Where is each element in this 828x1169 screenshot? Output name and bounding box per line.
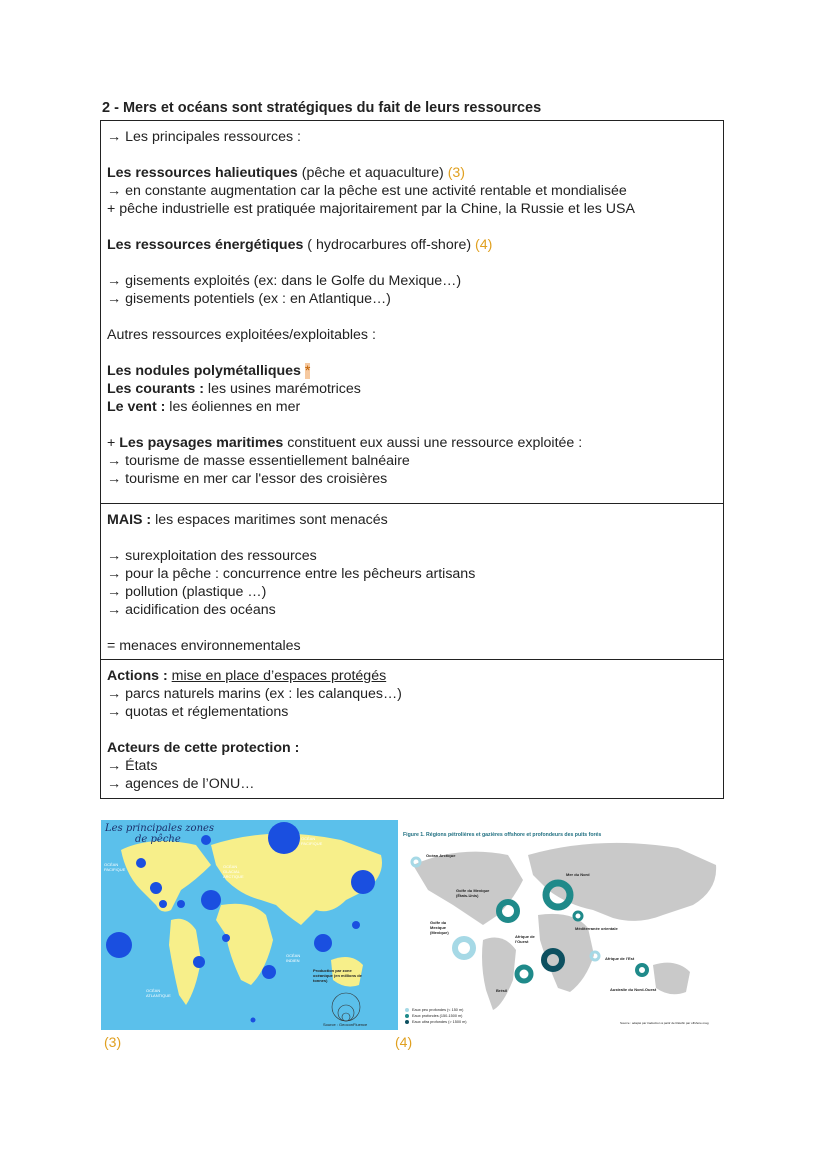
acteur-item: → États xyxy=(107,758,158,774)
ref-3: (3) xyxy=(447,165,466,181)
offshore-legend-item: Eaux peu profondes (< 150 m) xyxy=(412,1008,464,1012)
fishing-map-source: Source : GeoconFluence xyxy=(323,1022,368,1027)
threat-item: → surexploitation des ressources xyxy=(107,548,317,564)
threats-box xyxy=(100,503,724,660)
offshore-label: Brésil xyxy=(496,988,508,993)
paysages-line: → tourisme de masse essentiellement balnéaire xyxy=(107,453,410,469)
offshore-legend-item: Eaux ultra profondes (> 1500 m) xyxy=(412,1020,467,1024)
resources-intro: → Les principales ressources : xyxy=(107,129,301,145)
offshore-label: Océan Arctique xyxy=(426,853,456,858)
energetiques-line: → gisements exploités (ex: dans le Golfe du Mexique…) xyxy=(107,273,462,289)
halieutiques-heading: Les ressources halieutiques (pêche et aquaculture) (3) xyxy=(107,165,466,181)
acteurs-heading: Acteurs de cette protection : xyxy=(107,740,300,756)
offshore-map-source: Source : adapté par traduction à partir de Rétéfin par offshore.mag xyxy=(620,1021,709,1025)
energetiques-heading: Les ressources énergétiques ( hydrocarbures off-shore) (4) xyxy=(107,237,493,253)
nodules-line: Les nodules polymétalliques * xyxy=(107,363,311,379)
vent-line: Le vent : les éoliennes en mer xyxy=(107,399,301,415)
mais-line: MAIS : les espaces maritimes sont menacés xyxy=(107,512,388,528)
actions-line: Actions : mise en place d’espaces protégés xyxy=(107,668,387,684)
acteur-item: → agences de l’ONU… xyxy=(107,776,255,792)
offshore-label: Mer du Nord xyxy=(566,872,590,877)
offshore-legend-item: Eaux profondes (150-1500 m) xyxy=(412,1014,463,1018)
ref-4: (4) xyxy=(475,237,493,253)
offshore-label: Golfe du Mexique (Mexique) xyxy=(430,920,449,935)
offshore-map-title: Figure 1. Régions pétrolières et gazières offshore et profondeurs des puits forés xyxy=(403,832,602,838)
fishing-zones-map xyxy=(101,820,398,1030)
energetiques-line: → gisements potentiels (ex : en Atlantique…) xyxy=(107,291,391,307)
halieutiques-line: → en constante augmentation car la pêche est une activité rentable et mondialisée xyxy=(107,183,627,199)
asterisk-mark: * xyxy=(304,363,311,379)
fishing-ocean-label: OCÉAN PACIFIQUE xyxy=(301,836,323,846)
courants-line: Les courants : les usines marémotrices xyxy=(107,381,361,397)
fishing-ocean-label: OCÉAN INDIEN xyxy=(286,953,301,963)
paysages-line: → tourisme en mer car l'essor des croisières xyxy=(107,471,388,487)
offshore-oil-map xyxy=(398,820,724,1030)
offshore-label: Golfe du Mexique (États-Unis) xyxy=(456,888,490,898)
paysages-heading: + Les paysages maritimes constituent eux aussi une ressource exploitée : xyxy=(107,435,583,451)
protection-box xyxy=(100,659,724,799)
fishing-ocean-label: OCÉAN ATLANTIQUE xyxy=(146,988,171,998)
fishing-ocean-label: OCÉAN GLACIAL ARCTIQUE xyxy=(223,864,244,879)
resources-box xyxy=(100,120,724,504)
action-item: → parcs naturels marins (ex : les calanques…) xyxy=(107,686,402,702)
offshore-label: Afrique de l'Est xyxy=(605,956,635,961)
threat-item: → acidification des océans xyxy=(107,602,276,618)
halieutiques-line: + pêche industrielle est pratiquée majoritairement par la Chine, la Russie et les USA xyxy=(107,201,635,217)
fishing-map-title: Les principales zones de pêche xyxy=(105,823,215,845)
caption-4: (4) xyxy=(395,1034,413,1050)
offshore-label: Australie du Nord-Ouest xyxy=(610,987,657,992)
section-title: 2 - Mers et océans sont stratégiques du fait de leurs ressources xyxy=(102,100,542,116)
action-item: → quotas et réglementations xyxy=(107,704,289,720)
threat-item: → pour la pêche : concurrence entre les pêcheurs artisans xyxy=(107,566,476,582)
offshore-label: Afrique de l'Ouest xyxy=(515,934,535,944)
caption-3: (3) xyxy=(104,1034,122,1050)
fishing-ocean-label: OCÉAN PACIFIQUE xyxy=(104,862,126,872)
autres-ressources: Autres ressources exploitées/exploitables : xyxy=(107,327,376,343)
offshore-label: Méditerranée orientale xyxy=(575,926,618,931)
fishing-legend-title: Production par zone océanique (en millions de tonnes) xyxy=(313,968,362,983)
threat-item: → pollution (plastique …) xyxy=(107,584,267,600)
threats-conclusion: = menaces environnementales xyxy=(107,638,301,654)
